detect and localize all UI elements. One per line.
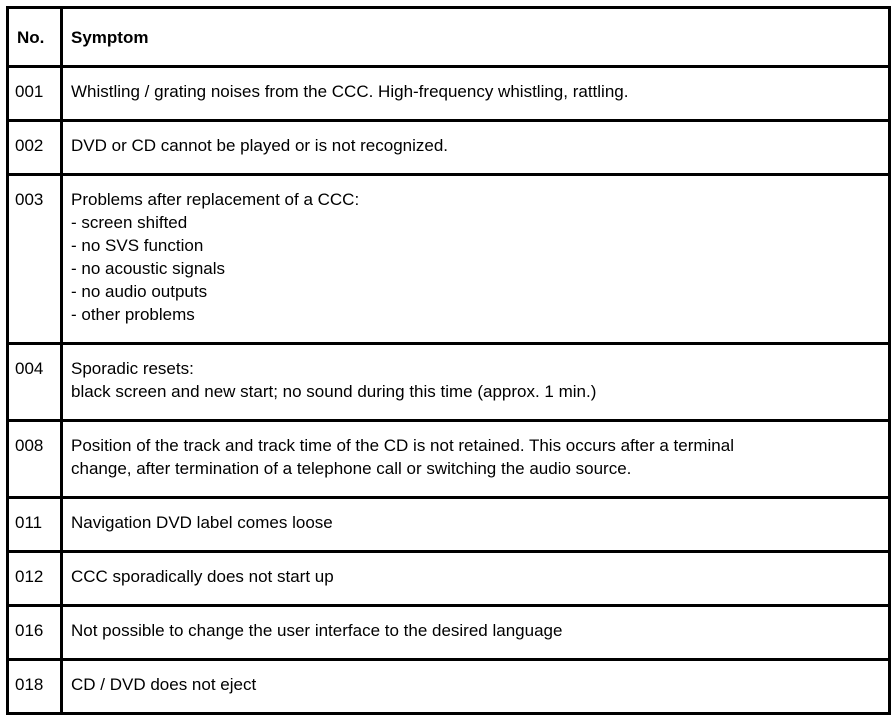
row-number: 016 bbox=[8, 606, 62, 660]
symptom-line: - no SVS function bbox=[71, 236, 204, 255]
table-row bbox=[8, 421, 890, 498]
row-number: 018 bbox=[8, 660, 62, 714]
row-number: 003 bbox=[8, 175, 62, 344]
symptom-line: change, after termination of a telephone call or switching the audio source. bbox=[71, 459, 632, 478]
header-no: No. bbox=[8, 8, 62, 67]
symptom-line: CCC sporadically does not start up bbox=[71, 567, 334, 586]
symptom-line: DVD or CD cannot be played or is not recognized. bbox=[71, 136, 449, 155]
row-number: 002 bbox=[8, 121, 62, 175]
symptom-cell bbox=[62, 344, 890, 421]
symptom-line: Not possible to change the user interface to the desired language bbox=[71, 621, 563, 640]
table-row bbox=[8, 606, 890, 660]
table-row bbox=[8, 498, 890, 552]
table-row bbox=[8, 552, 890, 606]
row-number: 004 bbox=[8, 344, 62, 421]
symptom-line: black screen and new start; no sound during this time (approx. 1 min.) bbox=[71, 382, 597, 401]
row-number: 001 bbox=[8, 67, 62, 121]
symptom-cell bbox=[62, 121, 890, 175]
symptom-line: CD / DVD does not eject bbox=[71, 675, 257, 694]
symptom-line: - screen shifted bbox=[71, 213, 188, 232]
row-number: 011 bbox=[8, 498, 62, 552]
symptom-line: Problems after replacement of a CCC: bbox=[71, 190, 360, 209]
symptom-cell bbox=[62, 67, 890, 121]
symptom-line: - no acoustic signals bbox=[71, 259, 226, 278]
table-header-row bbox=[8, 8, 890, 67]
table-row bbox=[8, 175, 890, 344]
symptom-cell bbox=[62, 175, 890, 344]
row-number: 008 bbox=[8, 421, 62, 498]
table-row bbox=[8, 121, 890, 175]
table-row bbox=[8, 344, 890, 421]
row-number: 012 bbox=[8, 552, 62, 606]
symptom-cell bbox=[62, 552, 890, 606]
symptom-cell bbox=[62, 660, 890, 714]
symptom-line: - other problems bbox=[71, 305, 195, 324]
symptom-table bbox=[6, 6, 891, 715]
symptom-line: Whistling / grating noises from the CCC. High-frequency whistling, rattling. bbox=[71, 82, 629, 101]
table-row bbox=[8, 660, 890, 714]
symptom-line: Sporadic resets: bbox=[71, 359, 194, 378]
symptom-line: Position of the track and track time of the CD is not retained. This occurs after a terminal bbox=[71, 436, 734, 455]
header-symptom: Symptom bbox=[62, 8, 890, 67]
symptom-cell bbox=[62, 421, 890, 498]
symptom-cell bbox=[62, 606, 890, 660]
symptom-line: - no audio outputs bbox=[71, 282, 208, 301]
symptom-cell bbox=[62, 498, 890, 552]
table-row bbox=[8, 67, 890, 121]
symptom-table-container bbox=[6, 6, 888, 715]
symptom-line: Navigation DVD label comes loose bbox=[71, 513, 333, 532]
